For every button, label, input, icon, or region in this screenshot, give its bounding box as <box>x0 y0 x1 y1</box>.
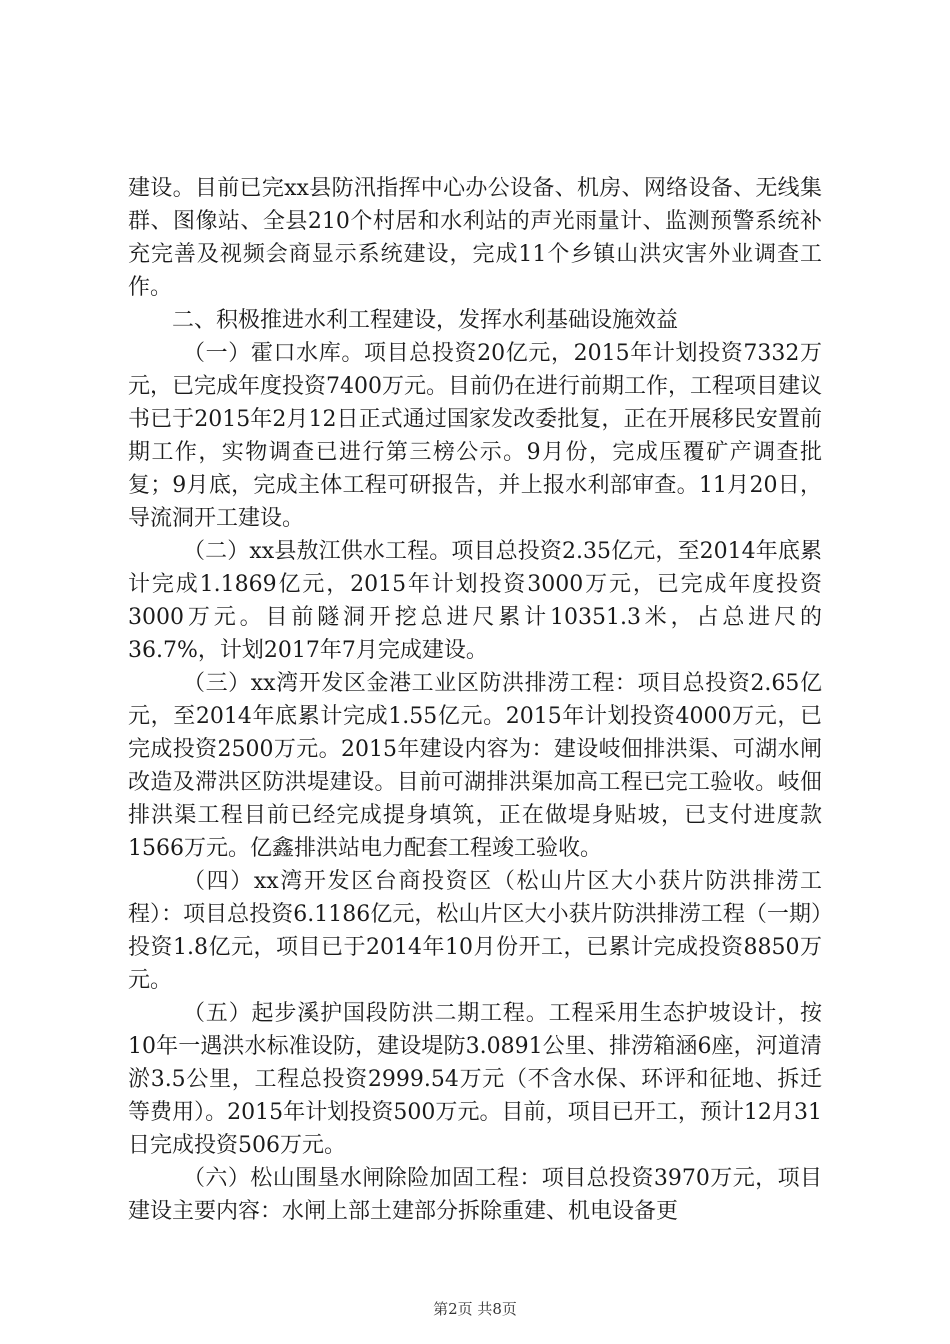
paragraph-item-4: （四）xx湾开发区台商投资区（松山片区大小获片防洪排涝工程）：项目总投资6.1186亿元，松山片区大小获片防洪排涝工程（一期）投资1.8亿元，项目已于2014年10月份开工，已累计完成投资8850万元。 <box>128 869 822 993</box>
page-number-label: 第2页 共8页 <box>433 1300 517 1318</box>
paragraph-item-5: （五）起步溪护国段防洪二期工程。工程采用生态护坡设计，按10年一遇洪水标准设防，建设堤防3.0891公里、排涝箱涵6座，河道清淤3.5公里，工程总投资2999.54万元（不含水保、环评和征地、拆迁等费用）。2015年计划投资500万元。目前，项目已开工，预计12月31日完成投资506万元。 <box>128 1001 822 1158</box>
paragraph-item-2: （二）xx县敖江供水工程。项目总投资2.35亿元，至2014年底累计完成1.1869亿元，2015年计划投资3000万元，已完成年度投资3000万元。目前隧洞开挖总进尺累计10351.3米，占总进尺的36.7%，计划2017年7月完成建设。 <box>128 539 822 663</box>
paragraph-item-6: （六）松山围垦水闸除险加固工程：项目总投资3970万元，项目建设主要内容：水闸上部土建部分拆除重建、机电设备更 <box>128 1166 822 1224</box>
section-heading: 二、积极推进水利工程建设，发挥水利基础设施效益 <box>172 308 679 333</box>
paragraph-item-3: （三）xx湾开发区金港工业区防洪排涝工程：项目总投资2.65亿元，至2014年底累计完成1.55亿元。2015年计划投资4000万元，已完成投资2500万元。2015年建设内容为：建设岐佃排洪渠、可湖水闸改造及滞洪区防洪堤建设。目前可湖排洪渠加高工程已完工验收。岐佃排洪渠工程目前已经完成提身填筑，正在做堤身贴坡，已支付进度款1566万元。亿鑫排洪站电力配套工程竣工验收。 <box>128 671 822 861</box>
document-body <box>128 172 822 1228</box>
page-footer <box>0 1298 950 1319</box>
paragraph-item-1: （一）霍口水库。项目总投资20亿元，2015年计划投资7332万元，已完成年度投资7400万元。目前仍在进行前期工作，工程项目建议书已于2015年2月12日正式通过国家发改委批复，正在开展移民安置前期工作，实物调查已进行第三榜公示。9月份，完成压覆矿产调查批复；9月底，完成主体工程可研报告，并上报水利部审查。11月20日，导流洞开工建设。 <box>128 341 822 531</box>
paragraph-continuation: 建设。目前已完xx县防汛指挥中心办公设备、机房、网络设备、无线集群、图像站、全县210个村居和水利站的声光雨量计、监测预警系统补充完善及视频会商显示系统建设，完成11个乡镇山洪灾害外业调查工作。 <box>128 176 822 300</box>
